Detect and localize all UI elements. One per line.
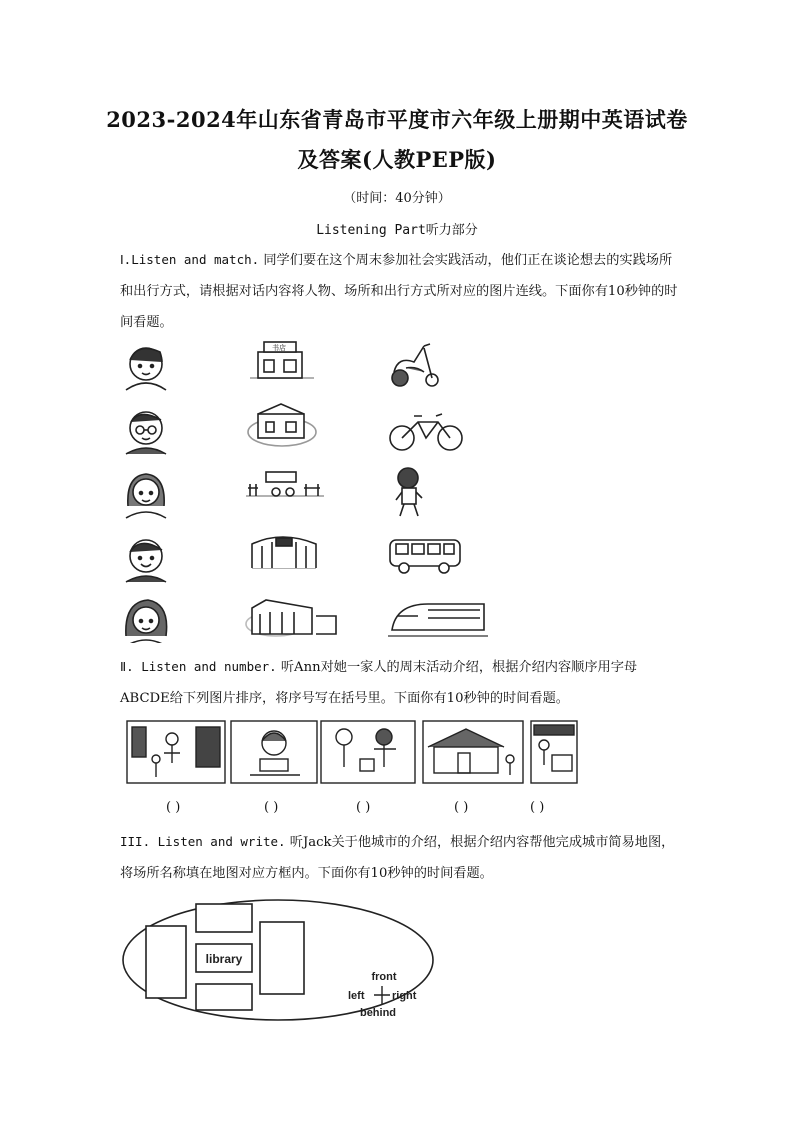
section1-label: Ⅰ.Listen and match. [120, 252, 260, 267]
map-box-right[interactable] [260, 922, 304, 994]
answer-blank-5[interactable]: ( ) [530, 800, 545, 815]
person-boy-glasses-image [126, 412, 166, 454]
walking-kid-image [396, 468, 422, 516]
scene-c-family-image [321, 721, 415, 783]
compass [344, 968, 430, 1024]
library-building-image [252, 537, 316, 568]
scene-e-market-image [531, 721, 577, 783]
section3-text: 听Jack关于他城市的介绍，根据介绍内容帮他完成城市简易地图，将场所名称填在地图对应方框内。下面你有10秒钟的时间看题。 [120, 835, 675, 881]
compass-left: left [348, 990, 365, 1002]
scene-a-shopping-image [127, 721, 225, 783]
compass-right: right [392, 990, 417, 1002]
bookstore-sign: 书店 [272, 344, 286, 352]
map-box-left[interactable] [146, 926, 186, 998]
person-boy-2-image [126, 540, 166, 582]
document-title-line1: 2023-2024年山东省青岛市平度市六年级上册期中英语试卷 [106, 107, 688, 132]
answer-blank-4[interactable]: ( ) [454, 800, 469, 815]
section1-match-pictures [118, 338, 488, 643]
answer-blank-1[interactable]: ( ) [166, 800, 181, 815]
train-image [388, 604, 488, 636]
compass-front: front [371, 971, 397, 983]
document-title-line2: 及答案(人教PEP版) [297, 147, 497, 172]
person-boy-1-image [126, 348, 166, 390]
section2-instructions [120, 651, 680, 714]
section2-text: 听Ann对她一家人的周末活动介绍，根据介绍内容顺序用字母ABCDE给下列图片排序，将序号写在括号里。下面你有10秒钟的时间看题。 [120, 660, 638, 706]
person-girl-1-image [126, 474, 166, 518]
scene-d-house-image [423, 721, 523, 783]
section2-number-pictures [126, 719, 578, 787]
bookstore-image [250, 342, 314, 378]
map-center-label: library [205, 952, 243, 966]
section3-label: III. Listen and write. [120, 834, 286, 849]
compass-cross-icon [374, 986, 390, 1004]
part-heading: Listening Part听力部分 [316, 223, 478, 238]
answer-blank-3[interactable]: ( ) [356, 800, 371, 815]
farm-image [246, 472, 324, 496]
compass-behind: behind [359, 1007, 397, 1019]
museum-image [248, 404, 316, 446]
cinema-image [246, 600, 336, 636]
motorbike-image [392, 344, 438, 386]
bicycle-image [390, 414, 462, 450]
map-box-behind[interactable] [196, 984, 252, 1010]
time-note: （时间：40分钟） [343, 191, 451, 206]
section1-text: 同学们要在这个周末参加社会实践活动，他们正在谈论想去的实践场所和出行方式，请根据对话内容将人物、场所和出行方式所对应的图片连线。下面你有10秒钟的时间看题。 [120, 253, 678, 330]
person-girl-2-image [126, 600, 167, 643]
answer-blank-2[interactable]: ( ) [264, 800, 279, 815]
section2-label: Ⅱ. Listen and number. [120, 659, 277, 674]
map-box-front[interactable] [196, 904, 252, 932]
section3-instructions [120, 826, 680, 889]
bus-image [390, 540, 460, 573]
section1-instructions [120, 244, 680, 338]
scene-b-reading-image [231, 721, 317, 783]
